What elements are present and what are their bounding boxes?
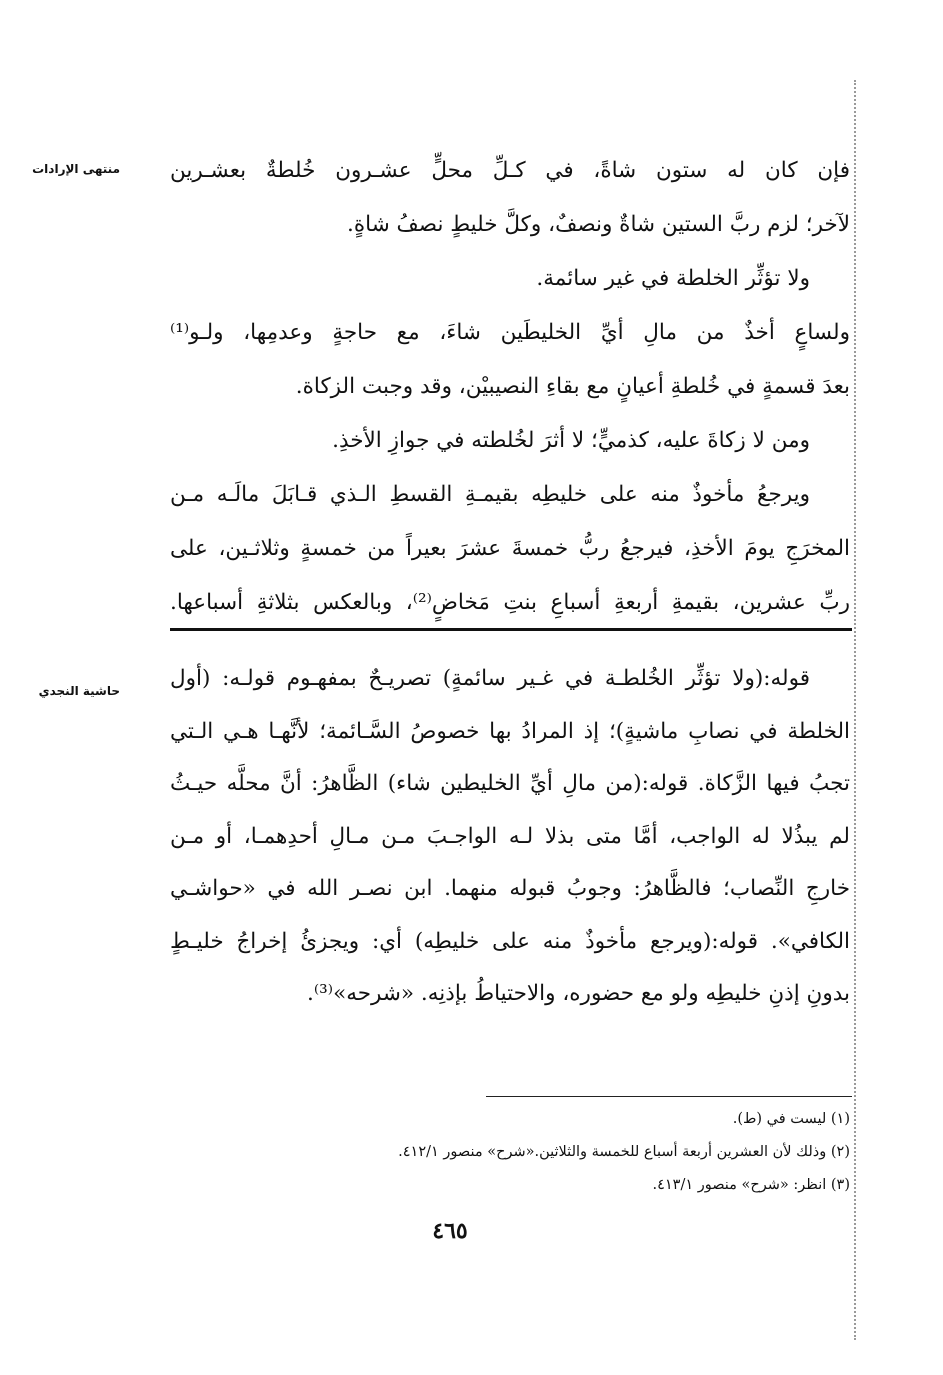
hashiya-book-label: حاشية النجدي bbox=[38, 684, 120, 698]
matn-line: ويرجعُ مأخوذٌ منه على خليطِه بقيمـةِ القسطِ الـذي قـابَلَ مالَـه مـن bbox=[170, 482, 810, 507]
hashiya-line: تجبُ فيها الزَّكاة. قوله:(من مالِ أيِّ الخليطين شاء) الظَّاهرُ: أنَّ محلَّه حيـثُ bbox=[170, 771, 850, 796]
hashiya-line: بدونِ إذنِ خليطِه ولو مع حضوره، والاحتياطُ بإذنِه. «شرحه»⁽³⁾. bbox=[307, 981, 850, 1006]
hashiya-line: لم يبذُلا له الواجب، أمَّا متى بذلا لـه الواجـبَ مـن مـالِ أحدِهمـا، أو مـن bbox=[170, 823, 850, 849]
footnote: (٣) انظر: «شرح» منصور ٤١٣/١. bbox=[652, 1177, 850, 1193]
footnote: (١) ليست في (ط). bbox=[732, 1111, 850, 1127]
footnotes bbox=[270, 1103, 850, 1202]
footnote-separator bbox=[486, 1096, 852, 1097]
matn-line: ربِّ عشرين، بقيمةِ أربعةِ أسباعِ بنتِ مَخاضٍ⁽²⁾، وبالعكس بثلاثةِ أسباعها. bbox=[170, 590, 850, 615]
matn-line: ومن لا زكاةَ عليه، كذميٍّ؛ لا أثرَ لخُلطته في جوازِ الأخذِ. bbox=[332, 428, 810, 453]
hashiya-line: قوله:(ولا تؤثِّر الخُلطـة في غـير سائمةٍ) تصريـحٌ بمفهـوم قولـه: (أول bbox=[170, 666, 810, 691]
matn-line: ولا تؤثِّر الخلطة في غير سائمة. bbox=[536, 266, 810, 291]
matn-line: ولساعٍ أخذٌ من مالِ أيِّ الخليطَين شاءَ، مع حاجةٍ وعدمِها، ولـو⁽¹⁾ bbox=[170, 320, 850, 345]
page-number: ٤٦٥ bbox=[432, 1218, 468, 1244]
hashiya-line: خارجِ النِّصاب؛ فالظَّاهرُ: وجوبُ قبوله منهما. ابن نصـر الله في «حواشـي bbox=[170, 876, 850, 901]
matn-line: المخرَجِ يومَ الأخذِ، فيرجعُ ربُّ خمسةَ عشرَ بعيراً من خمسةٍ وثلاثـين، على bbox=[170, 536, 850, 561]
footnote: (٢) وذلك لأن العشرين أربعة أسباع للخمسة والثلاثين.«شرح» منصور ٤١٢/١. bbox=[398, 1144, 850, 1160]
hashiya-text-block bbox=[170, 653, 850, 1021]
hashiya-line: الكافي». قوله:(ويرجع مأخوذٌ منه على خليطِه) أي: ويجزئُ إخراجُ خليـطٍ bbox=[170, 928, 850, 954]
matn-book-label: منتهى الإرادات bbox=[32, 162, 120, 176]
matn-line: فإن كان له ستون شاةً، في كـلِّ محلٍّ عشـرون خُلطةٌ بعشـرين bbox=[170, 158, 850, 183]
margin-dotted-rule bbox=[854, 80, 856, 1340]
matn-line: لآخر؛ لزم ربَّ الستين شاةٌ ونصفٌ، وكلَّ خليطٍ نصفُ شاةٍ. bbox=[347, 212, 850, 237]
matn-text-block bbox=[170, 144, 850, 630]
main-separator bbox=[170, 628, 852, 631]
hashiya-line: الخلطة في نصابِ ماشيةٍ)؛ إذ المرادُ بها خصوصُ السَّـائمة؛ لأنَّهـا هـي الـتي bbox=[170, 718, 850, 744]
matn-line: بعدَ قسمةٍ في خُلطةِ أعيانٍ مع بقاءِ النصيبيْن، وقد وجبت الزكاة. bbox=[295, 374, 850, 399]
